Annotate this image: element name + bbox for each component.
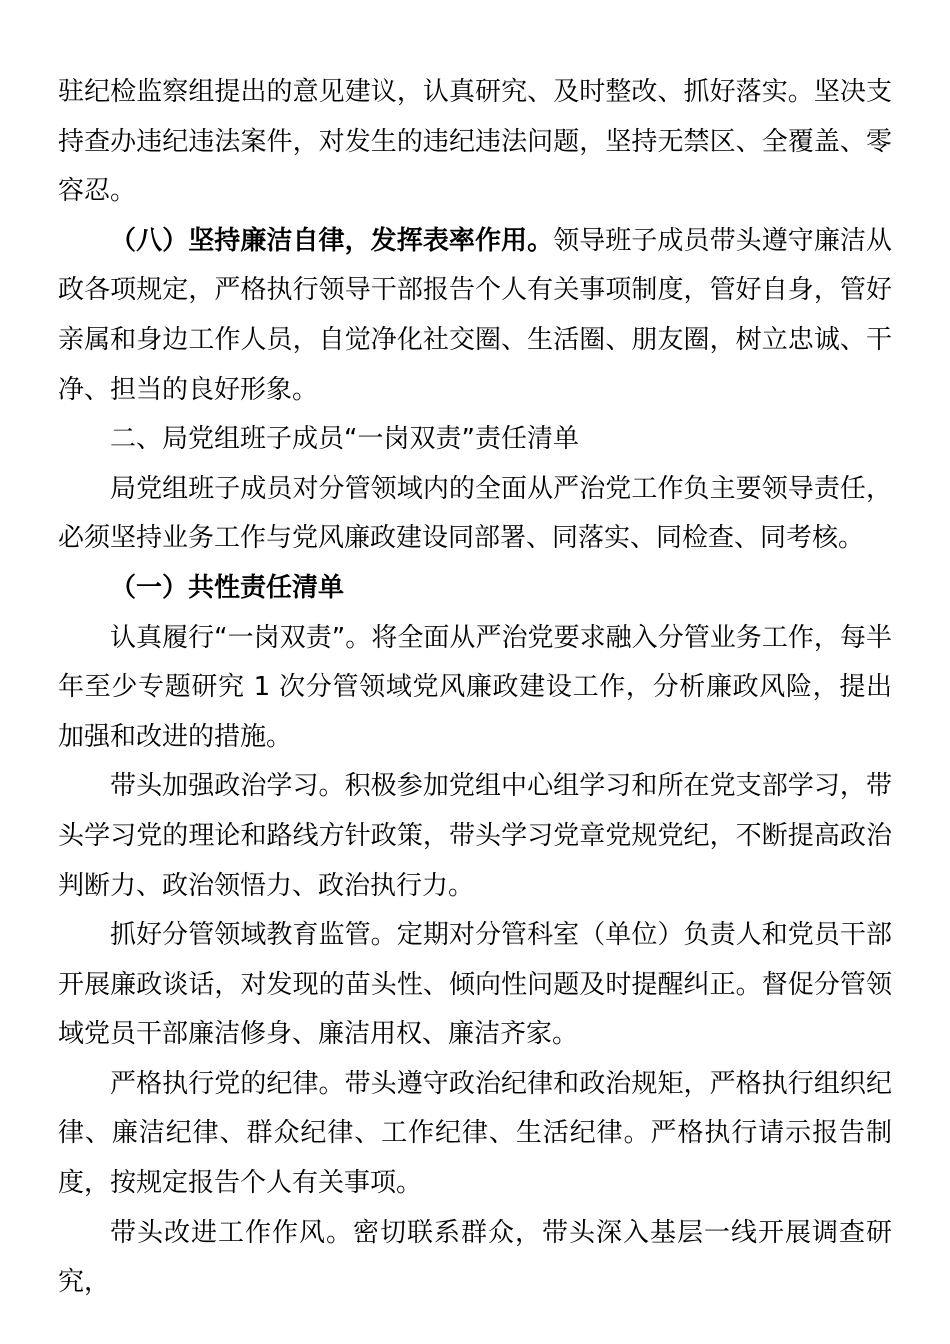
paragraph-text: 认真履行“一岗双责”。将全面从严治党要求融入分管业务工作，每半年至少专题研究 1 次分管领域党风廉政建设工作，分析廉政风险，提出加强和改进的措施。 bbox=[58, 622, 892, 752]
paragraph-text: 驻纪检监察组提出的意见建议，认真研究、及时整改、抓好落实。坚决支持查办违纪违法案件，对发生的违纪违法问题，坚持无禁区、全覆盖、零容忍。 bbox=[58, 77, 892, 207]
paragraph-item bbox=[58, 762, 892, 911]
paragraph-item bbox=[58, 614, 892, 763]
paragraph-item bbox=[58, 1060, 892, 1209]
paragraph-section-8 bbox=[58, 217, 892, 415]
heading-text: （一）共性责任清单 bbox=[110, 572, 345, 603]
paragraph-text: 严格执行党的纪律。带头遵守政治纪律和政治规矩，严格执行组织纪律、廉洁纪律、群众纪律、工作纪律、生活纪律。严格执行请示报告制度，按规定报告个人有关事项。 bbox=[58, 1068, 892, 1199]
section-heading-8: （八）坚持廉洁自律，发挥表率作用。 bbox=[110, 225, 554, 256]
paragraph-text: 带头加强政治学习。积极参加党组中心组学习和所在党支部学习，带头学习党的理论和路线方针政策，带头学习党章党规党纪，不断提高政治判断力、政治领悟力、政治执行力。 bbox=[58, 771, 892, 901]
paragraph-text: 领导班子成员带头遵守廉洁从政各项规定，严格执行领导干部报告个人有关事项制度，管好自身，管好亲属和身边工作人员，自觉净化社交圈、生活圈、朋友圈，树立忠诚、干净、担当的良好形象。 bbox=[58, 225, 892, 405]
paragraph-text: 带头改进工作作风。密切联系群众，带头深入基层一线开展调查研究， bbox=[58, 1217, 892, 1298]
paragraph-item bbox=[58, 911, 892, 1060]
paragraph-text: 局党组班子成员对分管领域内的全面从严治党工作负主要领导责任，必须坚持业务工作与党风廉政建设同部署、同落实、同检查、同考核。 bbox=[58, 473, 892, 554]
paragraph-text: 抓好分管领域教育监管。定期对分管科室（单位）负责人和党员干部开展廉政谈话，对发现的苗头性、倾向性问题及时提醒纠正。督促分管领域党员干部廉洁修身、廉洁用权、廉洁齐家。 bbox=[58, 920, 892, 1050]
chapter-heading-2 bbox=[58, 415, 892, 465]
paragraph-continuation bbox=[58, 68, 892, 217]
paragraph-intro bbox=[58, 465, 892, 564]
paragraph-item bbox=[58, 1209, 892, 1308]
subsection-heading-1 bbox=[58, 564, 892, 614]
heading-text: 二、局党组班子成员“一岗双责”责任清单 bbox=[110, 424, 579, 455]
